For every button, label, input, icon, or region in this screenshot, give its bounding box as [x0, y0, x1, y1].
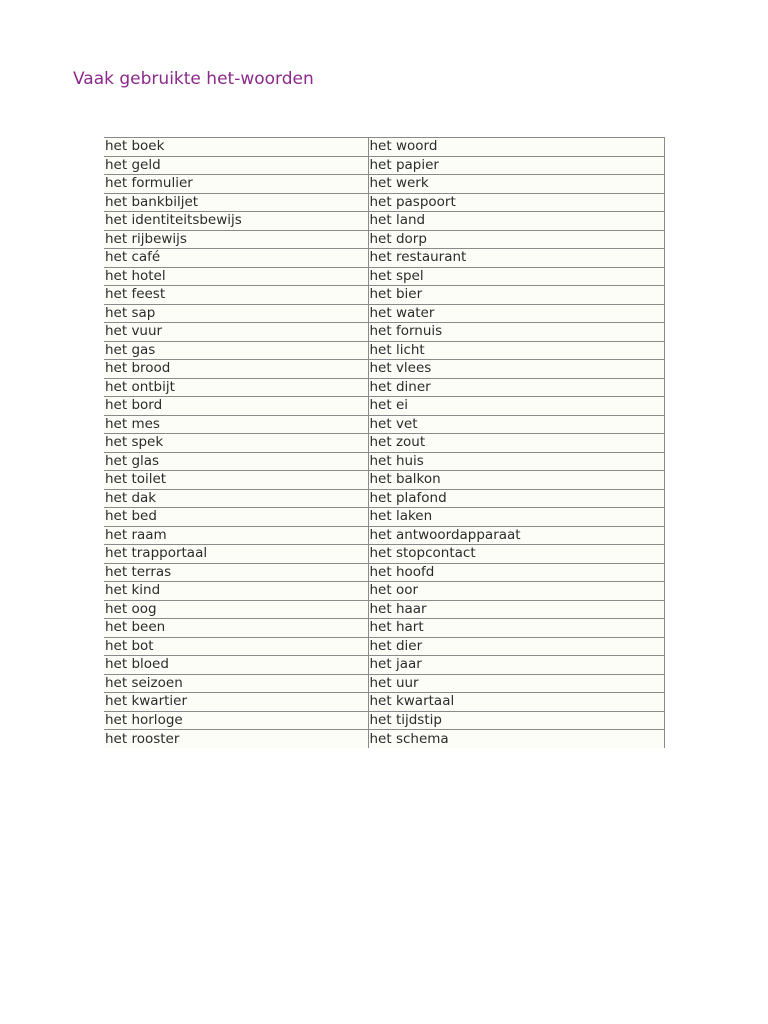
table-cell-right: het hart	[368, 619, 664, 638]
table-cell-left: het formulier	[104, 175, 368, 194]
table-row	[104, 434, 664, 453]
table-cell-right: het vlees	[368, 360, 664, 379]
table-row	[104, 341, 664, 360]
table-cell-right: het schema	[368, 730, 664, 749]
table-row	[104, 415, 664, 434]
table-row	[104, 323, 664, 342]
table-cell-left: het glas	[104, 452, 368, 471]
table-cell-right: het haar	[368, 600, 664, 619]
table-row	[104, 230, 664, 249]
table-cell-right: het diner	[368, 378, 664, 397]
table-cell-right: het water	[368, 304, 664, 323]
table-row	[104, 304, 664, 323]
table-cell-right: het laken	[368, 508, 664, 527]
table-row	[104, 156, 664, 175]
table-cell-left: het raam	[104, 526, 368, 545]
table-row	[104, 471, 664, 490]
table-cell-right: het land	[368, 212, 664, 231]
table-cell-right: het stopcontact	[368, 545, 664, 564]
table-row	[104, 563, 664, 582]
page-title: Vaak gebruikte het-woorden	[73, 69, 314, 89]
table-cell-left: het hotel	[104, 267, 368, 286]
table-cell-right: het werk	[368, 175, 664, 194]
table-cell-left: het geld	[104, 156, 368, 175]
table-cell-left: het bord	[104, 397, 368, 416]
table-cell-right: het zout	[368, 434, 664, 453]
table-row	[104, 138, 664, 157]
table-row	[104, 489, 664, 508]
table-cell-right: het jaar	[368, 656, 664, 675]
table-cell-left: het identiteitsbewijs	[104, 212, 368, 231]
table-cell-left: het bankbiljet	[104, 193, 368, 212]
table-row	[104, 619, 664, 638]
table-cell-left: het terras	[104, 563, 368, 582]
word-table-body	[104, 138, 664, 749]
table-row	[104, 397, 664, 416]
table-cell-right: het uur	[368, 674, 664, 693]
table-row	[104, 730, 664, 749]
table-row	[104, 286, 664, 305]
table-row	[104, 526, 664, 545]
table-cell-right: het spel	[368, 267, 664, 286]
table-cell-right: het licht	[368, 341, 664, 360]
table-cell-right: het antwoordapparaat	[368, 526, 664, 545]
table-cell-right: het kwartaal	[368, 693, 664, 712]
table-row	[104, 600, 664, 619]
table-cell-left: het kind	[104, 582, 368, 601]
table-cell-left: het been	[104, 619, 368, 638]
table-cell-left: het oog	[104, 600, 368, 619]
table-cell-left: het seizoen	[104, 674, 368, 693]
table-cell-right: het huis	[368, 452, 664, 471]
table-cell-left: het boek	[104, 138, 368, 157]
table-row	[104, 674, 664, 693]
table-cell-left: het horloge	[104, 711, 368, 730]
table-cell-right: het paspoort	[368, 193, 664, 212]
table-row	[104, 249, 664, 268]
table-cell-right: het vet	[368, 415, 664, 434]
table-cell-right: het bier	[368, 286, 664, 305]
table-cell-left: het spek	[104, 434, 368, 453]
table-cell-left: het toilet	[104, 471, 368, 490]
table-row	[104, 452, 664, 471]
table-cell-left: het café	[104, 249, 368, 268]
table-row	[104, 711, 664, 730]
table-cell-left: het dak	[104, 489, 368, 508]
table-cell-right: het tijdstip	[368, 711, 664, 730]
table-row	[104, 212, 664, 231]
table-row	[104, 545, 664, 564]
word-table	[104, 137, 665, 748]
table-cell-left: het bot	[104, 637, 368, 656]
table-cell-right: het fornuis	[368, 323, 664, 342]
table-cell-right: het dier	[368, 637, 664, 656]
table-cell-left: het sap	[104, 304, 368, 323]
table-row	[104, 508, 664, 527]
table-cell-left: het gas	[104, 341, 368, 360]
table-cell-right: het dorp	[368, 230, 664, 249]
table-row	[104, 267, 664, 286]
table-cell-right: het ei	[368, 397, 664, 416]
table-cell-left: het ontbijt	[104, 378, 368, 397]
table-cell-right: het balkon	[368, 471, 664, 490]
table-cell-left: het feest	[104, 286, 368, 305]
table-cell-left: het bloed	[104, 656, 368, 675]
table-row	[104, 378, 664, 397]
table-cell-left: het brood	[104, 360, 368, 379]
table-cell-left: het mes	[104, 415, 368, 434]
table-cell-left: het rooster	[104, 730, 368, 749]
table-row	[104, 637, 664, 656]
table-cell-right: het plafond	[368, 489, 664, 508]
table-row	[104, 693, 664, 712]
table-row	[104, 175, 664, 194]
table-cell-right: het oor	[368, 582, 664, 601]
table-cell-right: het woord	[368, 138, 664, 157]
table-row	[104, 360, 664, 379]
table-cell-left: het trapportaal	[104, 545, 368, 564]
table-cell-left: het rijbewijs	[104, 230, 368, 249]
table-row	[104, 582, 664, 601]
table-cell-right: het papier	[368, 156, 664, 175]
table-row	[104, 193, 664, 212]
table-cell-left: het vuur	[104, 323, 368, 342]
table-cell-left: het bed	[104, 508, 368, 527]
table-cell-right: het hoofd	[368, 563, 664, 582]
table-cell-left: het kwartier	[104, 693, 368, 712]
table-cell-right: het restaurant	[368, 249, 664, 268]
table-row	[104, 656, 664, 675]
